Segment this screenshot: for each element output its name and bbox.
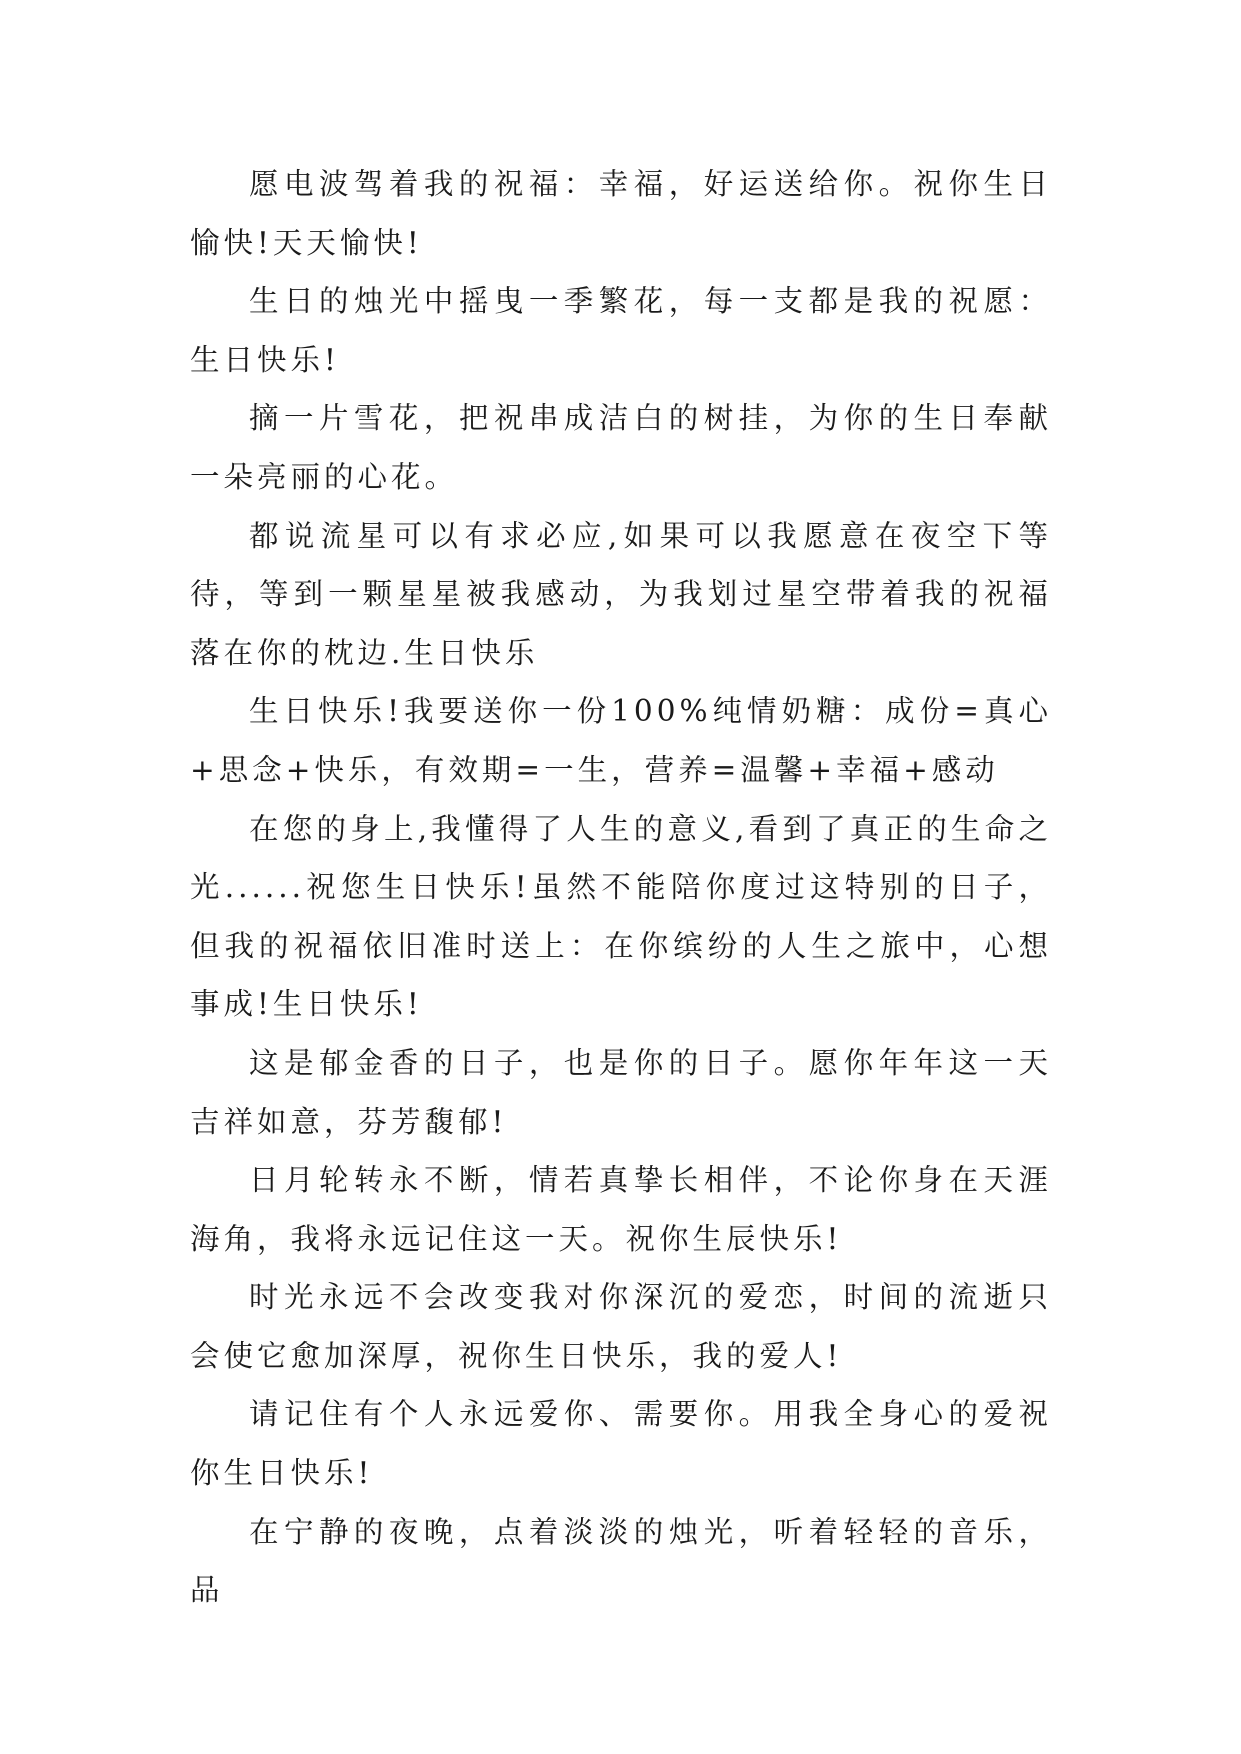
paragraph-2: 生日的烛光中摇曳一季繁花，每一支都是我的祝愿：生日快乐! [190,284,1052,377]
paragraph-5: 生日快乐!我要送你一份100%纯情奶糖：成份=真心+思念+快乐，有效期=一生，营养=温馨+幸福+感动 [190,694,1052,787]
paragraph-3: 摘一片雪花，把祝串成洁白的树挂，为你的生日奉献一朵亮丽的心花。 [190,401,1052,494]
paragraph-9: 时光永远不会改变我对你深沉的爱恋，时间的流逝只会使它愈加深厚，祝你生日快乐，我的爱人! [190,1280,1052,1373]
paragraph-6: 在您的身上,我懂得了人生的意义,看到了真正的生命之光......祝您生日快乐!虽然不能陪你度过这特别的日子，但我的祝福依旧准时送上：在你缤纷的人生之旅中，心想事成!生日快乐! [190,811,1052,1022]
document-body [190,155,1052,1620]
paragraph-4: 都说流星可以有求必应,如果可以我愿意在夜空下等待，等到一颗星星被我感动，为我划过星空带着我的祝福落在你的枕边.生日快乐 [190,518,1052,670]
paragraph-10: 请记住有个人永远爱你、需要你。用我全身心的爱祝你生日快乐! [190,1397,1052,1491]
paragraph-1: 愿电波驾着我的祝福：幸福，好运送给你。祝你生日愉快!天天愉快! [190,167,1052,260]
paragraph-11: 在宁静的夜晚，点着淡淡的烛光，听着轻轻的音乐，品 [190,1514,1052,1608]
paragraph-8: 日月轮转永不断，情若真挚长相伴，不论你身在天涯海角，我将永远记住这一天。祝你生辰快乐! [190,1163,1052,1256]
paragraph-7: 这是郁金香的日子，也是你的日子。愿你年年这一天吉祥如意，芬芳馥郁! [190,1045,1052,1139]
